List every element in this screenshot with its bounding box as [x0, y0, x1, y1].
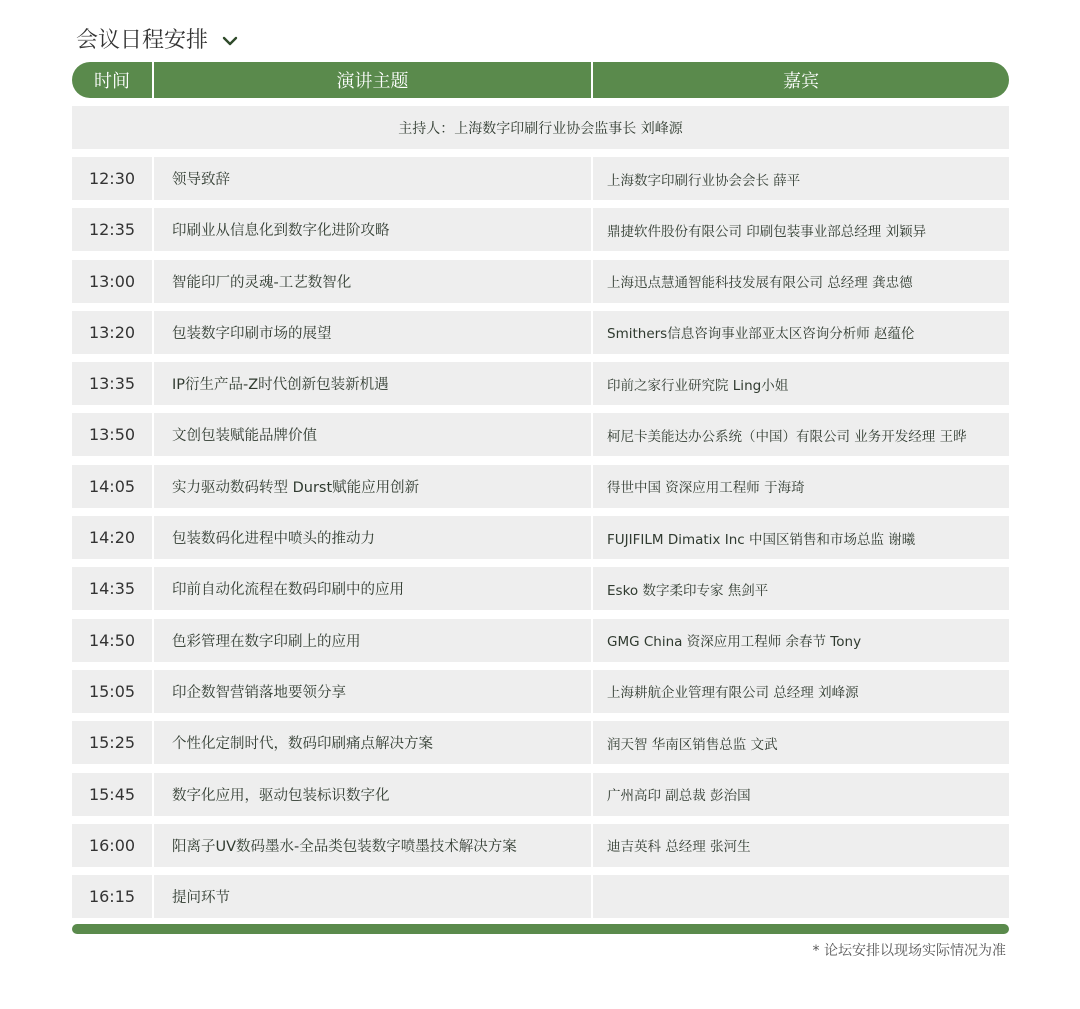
row-topic: 实力驱动数码转型 Durst赋能应用创新	[152, 465, 591, 508]
row-topic: 领导致辞	[152, 157, 591, 200]
row-topic: 色彩管理在数字印刷上的应用	[152, 619, 591, 662]
row-time: 16:15	[88, 887, 136, 907]
table-row	[72, 721, 1009, 764]
row-time: 13:20	[88, 322, 136, 342]
row-guest: 印前之家行业研究院 Ling小姐	[591, 362, 1009, 405]
row-time: 13:50	[88, 425, 136, 445]
table-row	[72, 413, 1009, 456]
row-time: 15:05	[88, 681, 136, 701]
row-guest: 迪吉英科 总经理 张河生	[591, 824, 1009, 867]
row-guest: 柯尼卡美能达办公系统（中国）有限公司 业务开发经理 王晔	[591, 413, 1009, 456]
bottom-divider	[72, 924, 1009, 934]
table-row	[72, 260, 1009, 303]
row-topic: 印前自动化流程在数码印刷中的应用	[152, 567, 591, 610]
row-topic: 提问环节	[152, 875, 591, 918]
table-row	[72, 567, 1009, 610]
page-title-text: 会议日程安排	[76, 27, 209, 53]
row-guest: GMG China 资深应用工程师 余春节 Tony	[591, 619, 1009, 662]
row-guest	[591, 875, 1009, 918]
table-row	[72, 516, 1009, 559]
row-guest: FUJIFILM Dimatix Inc 中国区销售和市场总监 谢曦	[591, 516, 1009, 559]
row-time: 14:05	[88, 476, 136, 496]
header-guest: 嘉宾	[591, 62, 1009, 98]
row-topic: 阳离子UV数码墨水-全品类包装数字喷墨技术解决方案	[152, 824, 591, 867]
table-header	[72, 62, 1009, 98]
table-row	[72, 824, 1009, 867]
row-topic: 包装数字印刷市场的展望	[152, 311, 591, 354]
row-guest: 上海耕航企业管理有限公司 总经理 刘峰源	[591, 670, 1009, 713]
row-guest: 得世中国 资深应用工程师 于海琦	[591, 465, 1009, 508]
row-time: 14:35	[88, 579, 136, 599]
chevron-down-icon	[222, 30, 238, 46]
table-row	[72, 465, 1009, 508]
row-topic: 包装数码化进程中喷头的推动力	[152, 516, 591, 559]
row-topic: 印刷业从信息化到数字化进阶攻略	[152, 208, 591, 251]
table-row	[72, 362, 1009, 405]
row-time: 15:25	[88, 733, 136, 753]
table-row	[72, 619, 1009, 662]
row-guest: 上海数字印刷行业协会会长 薛平	[591, 157, 1009, 200]
row-time: 16:00	[88, 835, 136, 855]
schedule-rows	[72, 157, 1009, 918]
row-time: 15:45	[88, 784, 136, 804]
page-title	[76, 22, 238, 54]
row-topic: IP衍生产品-Z时代创新包装新机遇	[152, 362, 591, 405]
header-time: 时间	[94, 71, 130, 92]
table-row	[72, 670, 1009, 713]
table-row	[72, 311, 1009, 354]
row-time: 13:00	[88, 271, 136, 291]
table-row	[72, 208, 1009, 251]
row-guest: 润天智 华南区销售总监 文武	[591, 721, 1009, 764]
table-row	[72, 157, 1009, 200]
header-topic: 演讲主题	[152, 62, 591, 98]
row-topic: 文创包装赋能品牌价值	[152, 413, 591, 456]
row-time: 12:35	[88, 220, 136, 240]
footnote: * 论坛安排以现场实际情况为准	[812, 943, 1006, 959]
row-time: 13:35	[88, 374, 136, 394]
row-guest: 广州高印 副总裁 彭治国	[591, 773, 1009, 816]
table-row	[72, 773, 1009, 816]
row-topic: 个性化定制时代，数码印刷痛点解决方案	[152, 721, 591, 764]
table-row	[72, 875, 1009, 918]
row-topic: 数字化应用，驱动包装标识数字化	[152, 773, 591, 816]
row-time: 14:50	[88, 630, 136, 650]
row-time: 12:30	[88, 169, 136, 188]
row-topic: 印企数智营销落地要领分享	[152, 670, 591, 713]
row-guest: 鼎捷软件股份有限公司 印刷包装事业部总经理 刘颖异	[591, 208, 1009, 251]
schedule-table	[72, 62, 1009, 926]
row-guest: Esko 数字柔印专家 焦剑平	[591, 567, 1009, 610]
row-guest: Smithers信息咨询事业部亚太区咨询分析师 赵蕴伦	[591, 311, 1009, 354]
row-guest: 上海迅点慧通智能科技发展有限公司 总经理 龚忠德	[591, 260, 1009, 303]
row-time: 14:20	[88, 528, 136, 548]
host-row: 主持人：上海数字印刷行业协会监事长 刘峰源	[72, 106, 1009, 149]
row-topic: 智能印厂的灵魂-工艺数智化	[152, 260, 591, 303]
